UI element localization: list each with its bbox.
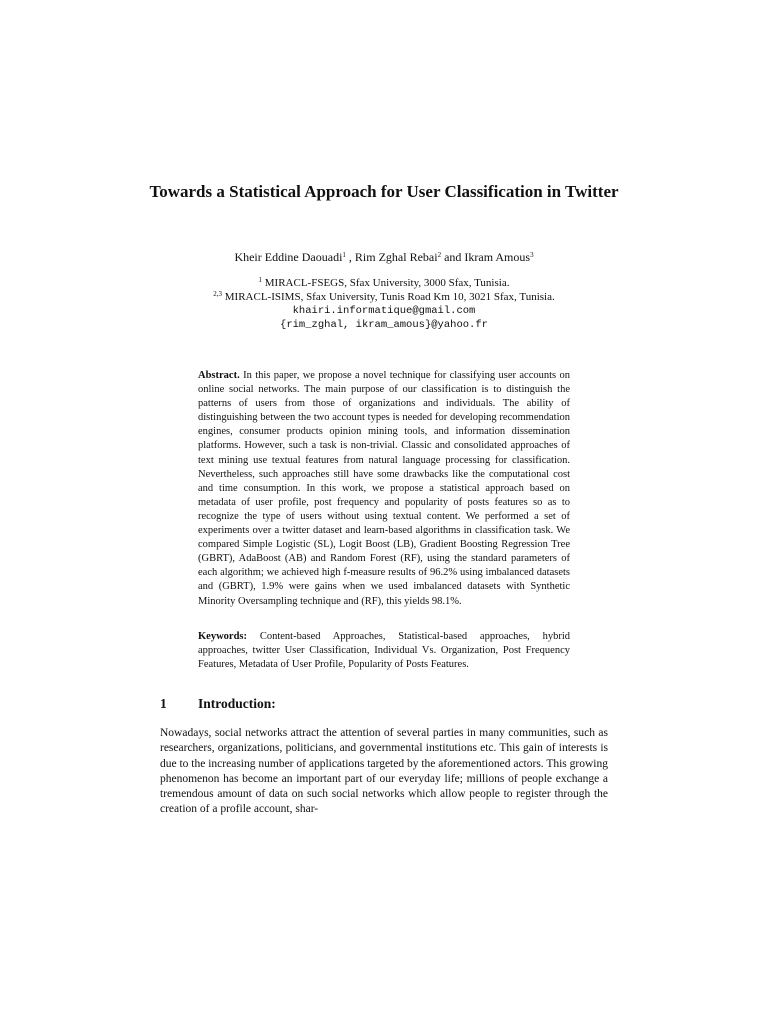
author-name: Ikram Amous: [464, 250, 531, 264]
introduction-paragraph: Nowadays, social networks attract the attention of several parties in many communities, such as researchers, organizations, politicians, and governmental institutions etc. This gain of interests is due to the increasing number of applications targeted by the aforementioned actors. This growing phenomenon has become an important part of our everyday life; millions of people exchange a tremendous amount of data on such social networks which allow people to register through the creation of a profile account, shar-: [160, 727, 608, 816]
affiliation-text: MIRACL-FSEGS, Sfax University, 3000 Sfax, Tunisia.: [264, 277, 510, 289]
abstract-label: Abstract.: [198, 370, 240, 381]
author-list: [140, 250, 628, 265]
section-heading: [160, 696, 276, 712]
paper-title: Towards a Statistical Approach for User Classification in Twitter: [149, 182, 619, 201]
affiliation-superscript: 2,3: [213, 290, 223, 298]
affiliation-text: MIRACL-ISIMS, Sfax University, Tunis Road Km 10, 3021 Sfax, Tunisia.: [224, 291, 555, 303]
keywords-text: Content-based Approaches, Statistical-based approaches, hybrid approaches, twitter User Classification, Individual Vs. Organization, Post Frequency Features, Metadata of User Profile, Popularity of Posts Features.: [198, 631, 571, 671]
section-title: Introduction:: [198, 696, 276, 711]
affiliations: [140, 276, 628, 332]
section-number: 1: [160, 696, 167, 711]
affiliation-line: [140, 290, 628, 304]
keywords: [198, 630, 570, 672]
author-superscript: 1: [342, 251, 346, 259]
author-email: {rim_zghal, ikram_amous}@yahoo.fr: [280, 319, 488, 331]
affiliation-line: [140, 276, 628, 290]
author-superscript: 3: [530, 251, 534, 259]
keywords-label: Keywords:: [198, 631, 247, 642]
author-name: Rim Zghal Rebai: [354, 250, 438, 264]
abstract-text: In this paper, we propose a novel technique for classifying user accounts on online social networks. The main purpose of our classification is to distinguish the patterns of users from those of organizations and individuals. The ability of distinguishing between the two account types is needed for developing recommendation engines, consumer products opinion mining tools, and information dissemination platforms. However, such a task is non-trivial. Classic and consolidated approaches of text mining use textual features from natural language processing for classification. Nevertheless, such approaches still have some drawbacks like the computational cost and time consumption. In this work, we propose a statistical approach based on metadata of user profile, post frequency and popularity of posts features so as to recognize the type of users without using textual content. We performed a set of experiments over a twitter dataset and learn-based algorithms in classification task. We compared Simple Logistic (SL), Logit Boost (LB), Gradient Boosting Regression Tree (GBRT), AdaBoost (AB) and Random Forest (RF), using the standard parameters of each algorithm; we achieved high f-measure results of 96.2% using imbalanced datasets and (GBRT), 1.9% were gains when we used imbalanced datasets with Synthetic Minority Oversampling technique and (RF), this yields 98.1%.: [198, 370, 571, 607]
author-name: Kheir Eddine Daouadi: [234, 250, 343, 264]
author-superscript: 2: [437, 251, 442, 259]
author-email: khairi.informatique@gmail.com: [292, 305, 476, 317]
affiliation-superscript: 1: [258, 276, 263, 284]
abstract: [198, 369, 570, 609]
author-separator: ,: [345, 250, 355, 264]
author-separator: and: [441, 250, 465, 264]
